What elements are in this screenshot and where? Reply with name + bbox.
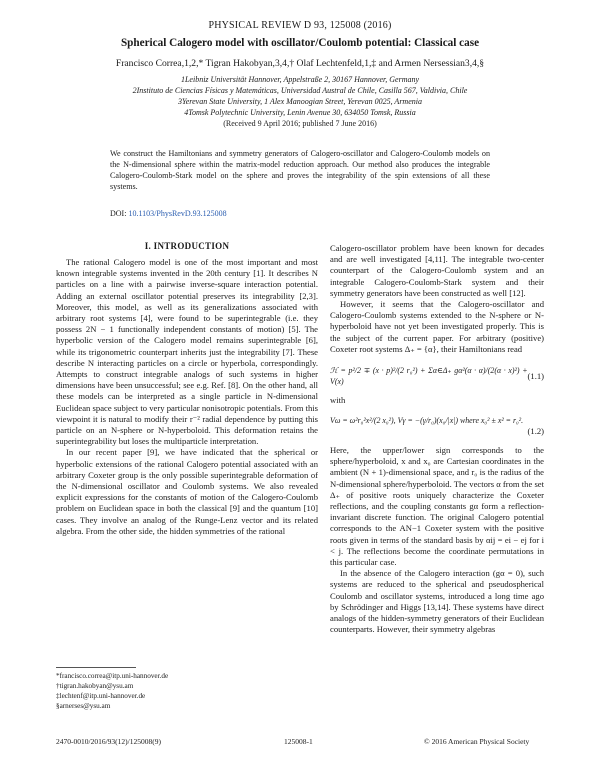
doi-link[interactable]: 10.1103/PhysRevD.93.125008: [128, 209, 227, 218]
footer-issn: 2470-0010/2016/93(12)/125008(9): [56, 737, 161, 746]
footnote-email[interactable]: †tigran.hakobyan@ysu.am: [56, 682, 134, 690]
affiliation: 1Leibniz Universität Hannover, Appelstraße 2, 30167 Hannover, Germany: [180, 75, 420, 84]
author-list: Francisco Correa,1,2,* Tigran Hakobyan,3,4,† Olaf Lechtenfeld,1,‡ and Armen Nersessian3,4,§: [115, 58, 485, 69]
affiliation: 4Tomsk Polytechnic University, Lenin Avenue 30, 634050 Tomsk, Russia: [184, 108, 416, 117]
footnote-email[interactable]: §arnerses@ysu.am: [56, 702, 111, 710]
paragraph: The rational Calogero model is one of the most important and most known integrable systems invented in the 20th century [1]. It describes N particles on a line with a pairwise inverse-square interaction potential. Adding an external oscillator potential preserves its integrability [2,3]. Moreover, this model, as well as its generalizations associated with arbitrary root systems [4], were found to be superintegrable (i.e. they possess 2N − 1 functionally independent constants of motion) [5]. The hyperbolic version of the Calogero model remains superintegrable [6], while its trigonometric counterpart inherits just the integrability [7]. These describe N interacting particles on a circle or hyperbola, correspondingly. Attempts to construct integrable analogs of such systems in higher dimensions have been unsuccessful; see e.g. Ref. [8]. On the other hand, all these models can be interpreted as a single particle in N-dimensional Euclidean space subject to very particular nonisotropic potentials. From this viewpoint it is natural to modify their r⁻² radial dependence by putting this particle on an N-sphere or N-hyperboloid. This deformation retains the superintegrability but loses the multiparticle interpretation.: [56, 257, 318, 447]
paragraph: Here, the upper/lower sign corresponds to the sphere/hyperboloid, x and x₀ are Cartesian coordinates in the ambient (N + 1)-dimensional space, and r₀ is the radius of the N-dimensional sphere/hyperboloid. The vectors α from the set Δ₊ of positive roots uniquely characterize the Coxeter reflections, and the coupling constants gα form a reflection-invariant discrete function. The original Calogero potential corresponds to the AN−1 Coxeter system with the positive roots given in terms of the standard basis by αij = ei − ej for i < j. The reflections become the coordinate permutations in this particular case.: [330, 445, 544, 568]
affiliation: 2Instituto de Ciencias Físicas y Matemáticas, Universidad Austral de Chile, Casilla 567, Valdivia, Chile: [132, 86, 468, 95]
footnote-rule: [56, 667, 136, 668]
equation-1: ℋ = p²/2 ∓ (x · p)²/(2 r₀²) + Σα∈Δ₊ gα²(α · α)/(2(α · x)²) + V(x): [330, 366, 528, 387]
doi-label: DOI:: [110, 209, 127, 218]
running-head: PHYSICAL REVIEW D 93, 125008 (2016): [208, 20, 392, 31]
footer-copyright: © 2016 American Physical Society: [424, 737, 530, 746]
abstract: We construct the Hamiltonians and symmetry generators of Calogero-oscillator and Calogero-Coulomb models on the N-dimensional sphere within the matrix-model reduction approach. Our method also produces the integrable Calogero-Coulomb-Stark model on the sphere and proves the integrability of the spin extensions of all these systems.: [110, 149, 490, 191]
equation-1-row: [330, 365, 544, 387]
paragraph: In the absence of the Calogero interaction (gα = 0), such systems are reduced to the spherical and pseudospherical Coulomb and oscillator systems, introduced a long time ago by Schrödinger and Higgs [13,14]. These systems have direct analogs of the hidden-symmetry generators of their Euclidean counterparts. However, their symmetry algebras: [330, 568, 544, 635]
footer-page-number: 125008-1: [284, 737, 313, 746]
received-dates: (Received 9 April 2016; published 7 June 2016): [223, 119, 377, 128]
left-column: [56, 257, 318, 537]
doi-line: [110, 209, 227, 218]
equation-2-number: (1.2): [527, 425, 544, 436]
paragraph: In our recent paper [9], we have indicated that the spherical or hyperbolic extensions of the rational Calogero potential associated with an arbitrary Coxeter group is the only possible superintegrable deformation of the N-dimensional oscillator and Coulomb systems. We also revealed explicit expressions for the constants of motion of the Calogero-Coulomb problem on Euclidean space in both the classical [9] and the quantum [10] cases. They involve an analog of the Runge-Lenz vector and its related algebra. From the other side, the hidden symmetries of the rational: [56, 447, 318, 536]
paragraph: Calogero-oscillator problem have been known for decades and are well investigated [4,11]. The integrable two-center counterpart of the Calogero-Coulomb system and an integrable Calogero-Coulomb-Stark system and their symmetry generators have been constructed as well [12].: [330, 243, 544, 298]
equation-2: Vω = ω²r₀²x²/(2 x₀²), Vγ = −(γ/r₀)(x₀/|x|) where x₀² ± x² = r₀².: [330, 415, 524, 425]
footnote-email[interactable]: ‡lechtenf@itp.uni-hannover.de: [56, 692, 146, 700]
paragraph: with: [330, 395, 346, 406]
equation-1-number: (1.1): [527, 370, 544, 381]
affiliation: 3Yerevan State University, 1 Alex Manoogian Street, Yerevan 0025, Armenia: [178, 97, 422, 106]
section-heading: I. INTRODUCTION: [144, 241, 230, 251]
right-column: [330, 243, 544, 636]
equation-2-row: [330, 415, 544, 437]
footnote-email[interactable]: *francisco.correa@itp.uni-hannover.de: [56, 672, 169, 680]
paragraph: However, it seems that the Calogero-oscillator and Calogero-Coulomb systems extended to the N-sphere or N-hyperboloid have not yet been investigated properly. This is the subject of the current paper. For arbitrary (positive) Coxeter root systems Δ₊ = {α}, their Hamiltonians read: [330, 299, 544, 354]
paper-title: Spherical Calogero model with oscillator/Coulomb potential: Classical case: [120, 37, 480, 49]
